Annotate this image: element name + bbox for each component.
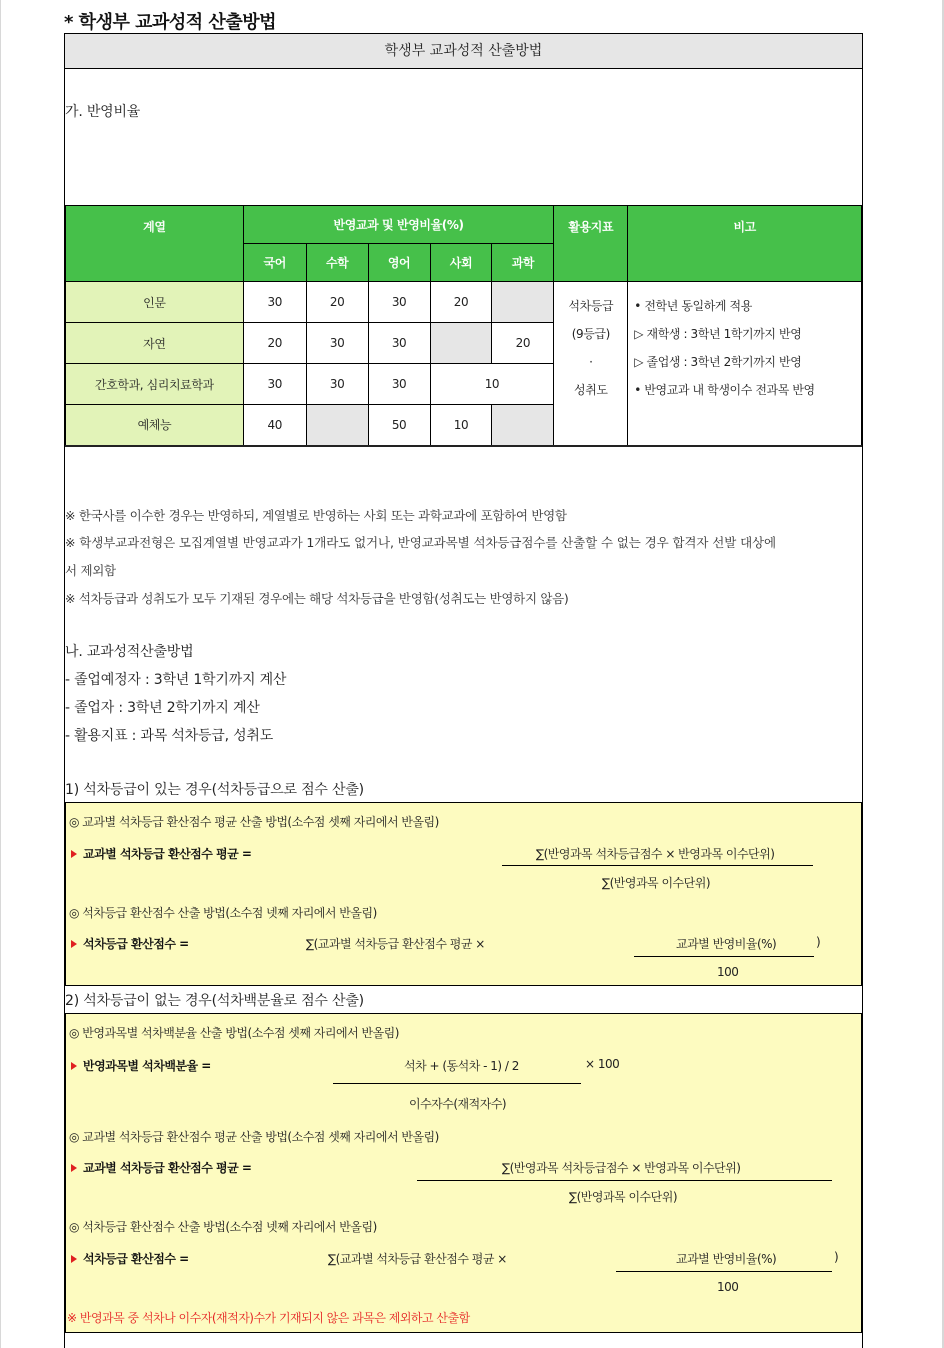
case1-title: 1) 석차등급이 있는 경우(석차등급으로 점수 산출) xyxy=(65,782,364,798)
case2-m0-title: ◎ 반영과목별 석차백분율 산출 방법(소수점 셋째 자리에서 반올림) xyxy=(69,1026,399,1040)
case1-m2-formula-label xyxy=(71,935,189,952)
cell-value: 10 xyxy=(430,405,492,446)
header-remarks: 비고 xyxy=(628,206,862,282)
case2-m1-denominator: ∑(반영과목 이수단위) xyxy=(569,1190,678,1204)
remarks-cell xyxy=(628,282,862,446)
section-na-title: 나. 교과성적산출방법 xyxy=(65,644,194,660)
note-3: ※ 석차등급과 성취도가 모두 기재된 경우에는 해당 석차등급을 반영함(성취도는 반영하지 않음) xyxy=(65,591,569,606)
remark-line: • 반영교과 내 학생이수 전과목 반영 xyxy=(634,383,815,397)
case1-m1-formula-label xyxy=(71,845,251,862)
note-1: ※ 한국사를 이수한 경우는 반영하되, 계열별로 반영하는 사회 또는 과학교과에 포함하여 반영함 xyxy=(65,508,567,523)
cell-value: 20 xyxy=(492,323,554,364)
case1-m1-denominator: ∑(반영과목 이수단위) xyxy=(602,876,711,890)
fraction-bar xyxy=(616,1271,832,1272)
case2-m0-multiplier: × 100 xyxy=(585,1057,620,1071)
ratio-table xyxy=(65,205,862,447)
fraction-bar xyxy=(634,956,814,957)
case2-m2-label: 석차등급 환산점수 = xyxy=(83,1252,189,1266)
case2-m1-formula-label xyxy=(71,1159,251,1176)
case2-m2-close: ) xyxy=(834,1250,839,1264)
remark-line: • 전학년 동일하게 적용 xyxy=(634,299,752,313)
cell-value: 30 xyxy=(368,323,430,364)
remark-line: ▷ 졸업생 : 3학년 2학기까지 반영 xyxy=(634,355,802,369)
indicator-line: 성취도 xyxy=(574,383,608,397)
red-triangle-icon xyxy=(71,1164,77,1172)
row-category: 예체능 xyxy=(66,405,244,446)
red-triangle-icon xyxy=(71,850,77,858)
cell-value: 20 xyxy=(306,282,368,323)
title-bar: 학생부 교과성적 산출방법 xyxy=(64,33,863,69)
case1-m1-numerator: ∑(반영과목 석차등급점수 × 반영과목 이수단위) xyxy=(536,847,775,861)
header-subject-korean: 국어 xyxy=(243,244,306,282)
na-item-2: - 졸업자 : 3학년 2학기까지 계산 xyxy=(65,700,260,716)
cell-value: 40 xyxy=(243,405,306,446)
cell-value: 20 xyxy=(243,323,306,364)
cell-empty xyxy=(306,405,368,446)
case1-m2-numerator: 교과별 반영비율(%) xyxy=(676,937,777,951)
case1-m1-label: 교과별 석차등급 환산점수 평균 = xyxy=(83,847,252,861)
cell-empty xyxy=(430,323,492,364)
note-2-cont: 서 제외함 xyxy=(65,563,116,578)
case2-formula-box xyxy=(65,1013,862,1333)
indicator-cell xyxy=(554,282,628,446)
fraction-bar xyxy=(417,1180,832,1181)
note-2: ※ 학생부교과전형은 모집계열별 반영교과가 1개라도 없거나, 반영교과목별 석차등급점수를 산출할 수 없는 경우 합격자 선발 대상에 xyxy=(65,535,777,550)
cell-value: 30 xyxy=(306,323,368,364)
row-category: 인문 xyxy=(66,282,244,323)
table-row xyxy=(66,282,862,323)
na-item-3: - 활용지표 : 과목 석차등급, 성취도 xyxy=(65,728,274,744)
case2-title: 2) 석차등급이 없는 경우(석차백분율로 점수 산출) xyxy=(65,993,364,1009)
na-item-1: - 졸업예정자 : 3학년 1학기까지 계산 xyxy=(65,672,287,688)
red-triangle-icon xyxy=(71,1255,77,1263)
case2-warning: ※ 반영과목 중 석차나 이수자(재적자)수가 기재되지 않은 과목은 제외하고 산출함 xyxy=(67,1311,470,1325)
row-category: 자연 xyxy=(66,323,244,364)
case1-m2-denominator: 100 xyxy=(717,965,739,979)
header-subject-english: 영어 xyxy=(368,244,430,282)
case2-m1-title: ◎ 교과별 석차등급 환산점수 평균 산출 방법(소수점 셋째 자리에서 반올림) xyxy=(69,1130,439,1144)
cell-value: 30 xyxy=(243,282,306,323)
cell-value: 50 xyxy=(368,405,430,446)
header-subject-math: 수학 xyxy=(306,244,368,282)
cell-value: 30 xyxy=(368,364,430,405)
cell-value-merged: 10 xyxy=(430,364,554,405)
indicator-line: · xyxy=(589,355,593,369)
cell-value: 30 xyxy=(306,364,368,405)
header-subjects-group: 반영교과 및 반영비율(%) xyxy=(243,206,554,244)
cell-empty xyxy=(492,405,554,446)
cell-value: 30 xyxy=(243,364,306,405)
fraction-bar xyxy=(502,865,813,866)
case2-m2-title: ◎ 석차등급 환산점수 산출 방법(소수점 넷째 자리에서 반올림) xyxy=(69,1220,377,1234)
case2-m2-expr: ∑(교과별 석차등급 환산점수 평균 × xyxy=(328,1252,507,1266)
section-ga-title: 가. 반영비율 xyxy=(65,104,141,120)
cell-value: 30 xyxy=(368,282,430,323)
page-left-edge xyxy=(0,0,1,1348)
case2-m2-numerator: 교과별 반영비율(%) xyxy=(676,1252,777,1266)
page-heading: * 학생부 교과성적 산출방법 xyxy=(64,12,276,33)
fraction-bar xyxy=(333,1083,581,1084)
case1-formula-box xyxy=(65,802,862,986)
red-triangle-icon xyxy=(71,940,77,948)
case1-m2-label: 석차등급 환산점수 = xyxy=(83,937,189,951)
case1-m1-title: ◎ 교과별 석차등급 환산점수 평균 산출 방법(소수점 셋째 자리에서 반올림) xyxy=(69,815,439,829)
cell-empty xyxy=(492,282,554,323)
cell-value: 20 xyxy=(430,282,492,323)
remark-line: ▷ 재학생 : 3학년 1학기까지 반영 xyxy=(634,327,802,341)
row-category: 간호학과, 심리치료학과 xyxy=(66,364,244,405)
header-subject-social: 사회 xyxy=(430,244,492,282)
case2-m0-label: 반영과목별 석차백분율 = xyxy=(83,1059,211,1073)
indicator-line: 석차등급 xyxy=(568,299,614,313)
case2-m0-formula-label xyxy=(71,1057,211,1074)
header-subject-science: 과학 xyxy=(492,244,554,282)
case2-m0-denominator: 이수자수(재적자수) xyxy=(409,1097,507,1111)
case2-m1-numerator: ∑(반영과목 석차등급점수 × 반영과목 이수단위) xyxy=(502,1161,741,1175)
case1-m2-close: ) xyxy=(816,935,821,949)
case1-m2-title: ◎ 석차등급 환산점수 산출 방법(소수점 넷째 자리에서 반올림) xyxy=(69,906,377,920)
case2-m0-numerator: 석차 + (동석차 - 1) / 2 xyxy=(404,1059,519,1073)
indicator-line: (9등급) xyxy=(571,327,610,341)
case1-m2-expr: ∑(교과별 석차등급 환산점수 평균 × xyxy=(306,937,485,951)
case2-m2-formula-label xyxy=(71,1250,189,1267)
case2-m1-label: 교과별 석차등급 환산점수 평균 = xyxy=(83,1161,252,1175)
header-category: 계열 xyxy=(66,206,244,282)
header-indicator: 활용지표 xyxy=(554,206,628,282)
red-triangle-icon xyxy=(71,1062,77,1070)
case2-m2-denominator: 100 xyxy=(717,1280,739,1294)
